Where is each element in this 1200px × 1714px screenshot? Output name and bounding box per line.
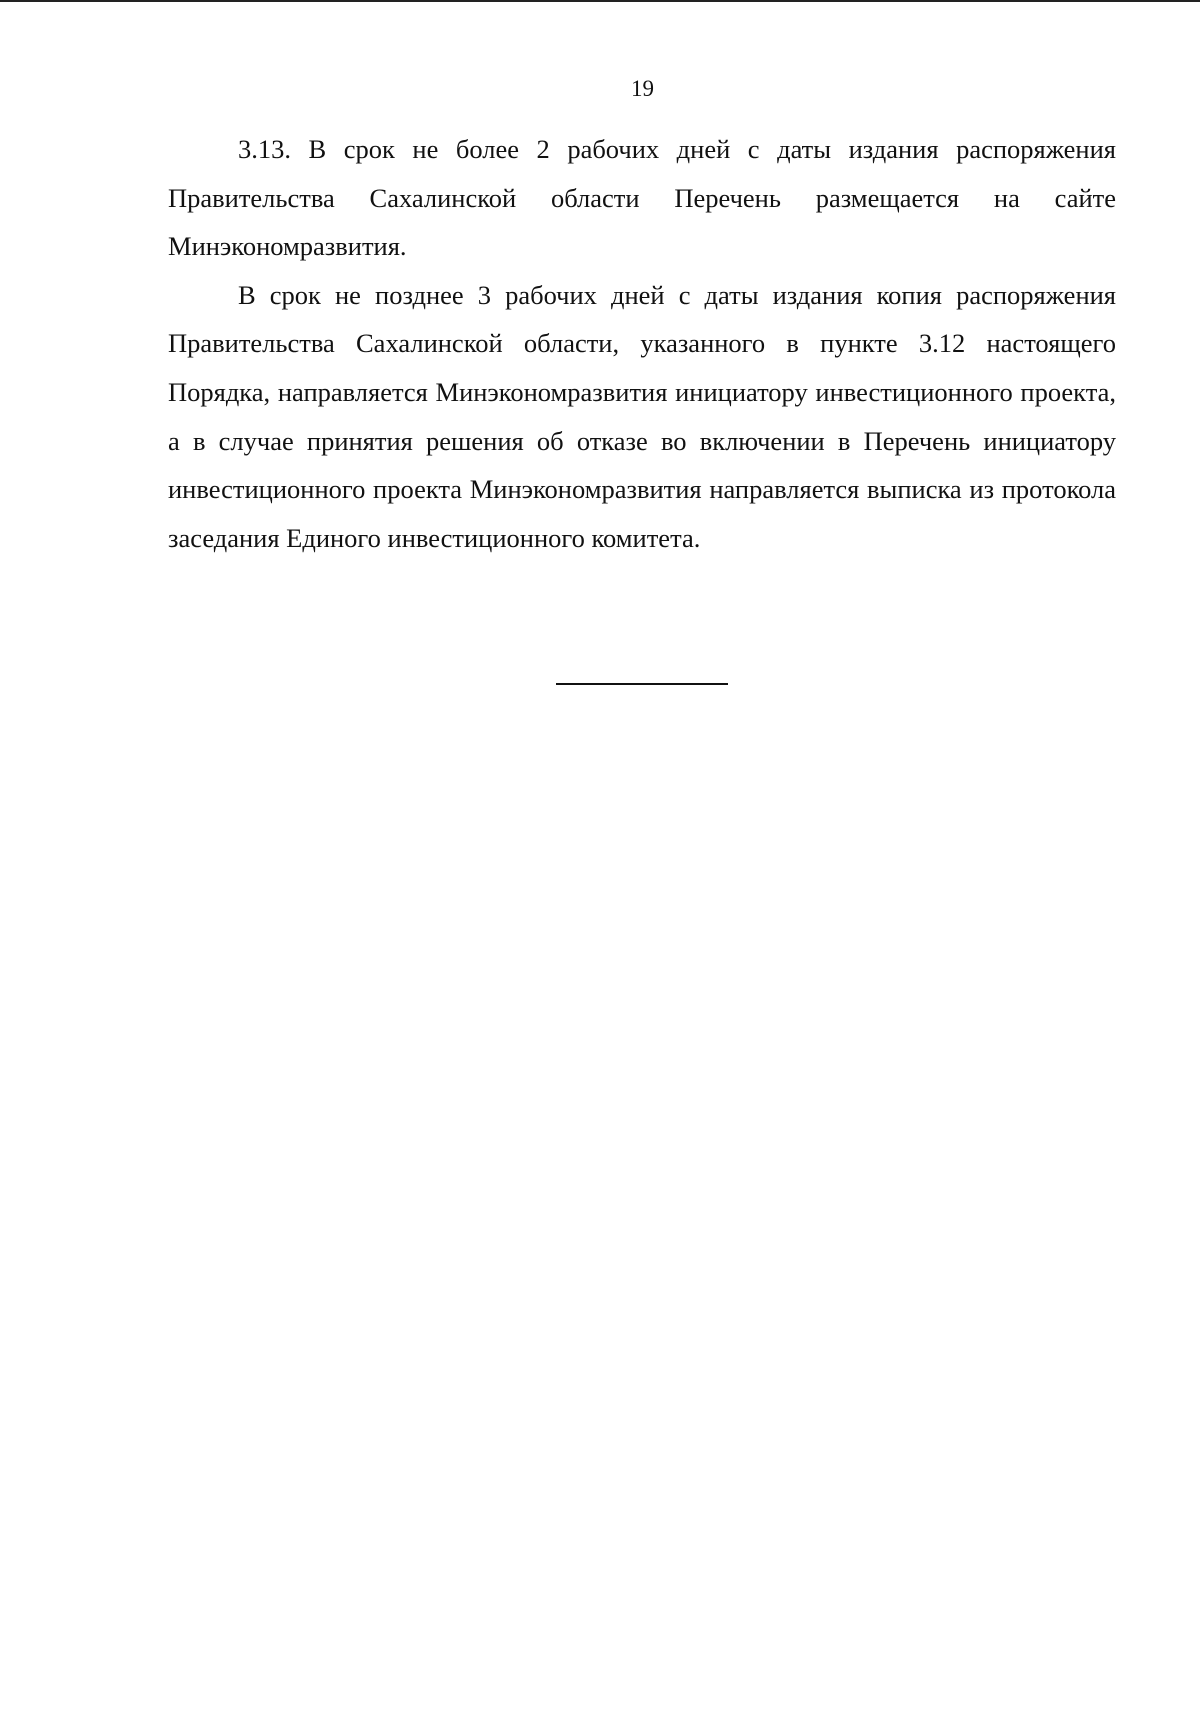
- scan-top-edge: [0, 0, 1200, 6]
- document-body: [168, 125, 1116, 562]
- end-of-document-rule: [556, 683, 728, 685]
- paragraph-copy-order: В срок не позднее 3 рабочих дней с даты издания копия распоряжения Правительства Сахалинской области, указанного в пункте 3.12 настоящего Порядка, направляется Минэкономразвития инициатору инвестиционного проекта, а в случае принятия решения об отказе во включении в Перечень инициатору инвестиционного проекта Минэкономразвития направляется выписка из протокола заседания Единого инвестиционного комитета.: [168, 279, 1116, 553]
- paragraph-3-13: 3.13. В срок не более 2 рабочих дней с даты издания распоряжения Правительства Сахалинской области Перечень размещается на сайте Минэкономразвития.: [168, 134, 1116, 262]
- page-number: 19: [631, 76, 654, 101]
